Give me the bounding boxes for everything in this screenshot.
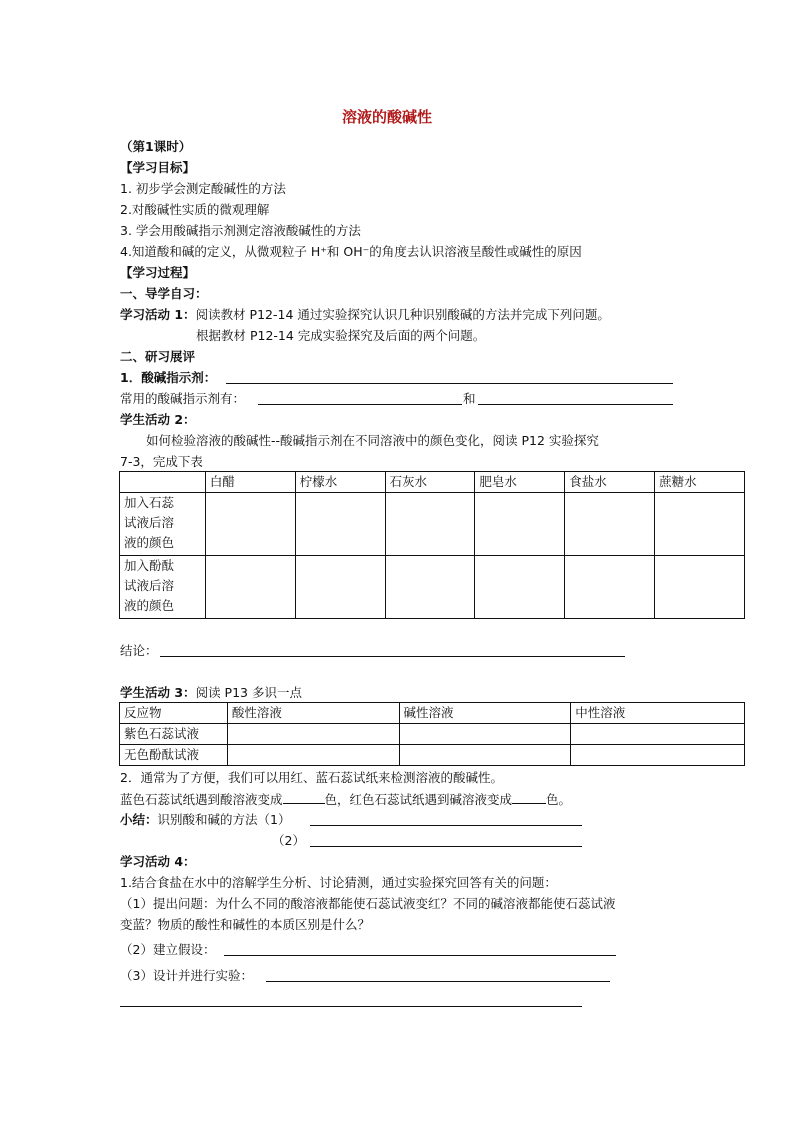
answer-cell[interactable] bbox=[571, 724, 745, 745]
table-header-cell: 碱性溶液 bbox=[399, 703, 571, 724]
table-header-cell: 酸性溶液 bbox=[227, 703, 399, 724]
answer-cell[interactable] bbox=[295, 556, 385, 619]
answer-cell[interactable] bbox=[205, 556, 295, 619]
common-indicator-blank-1[interactable] bbox=[258, 404, 462, 405]
table-header-cell: 柠檬水 bbox=[295, 472, 385, 493]
row-label-line: 加入石蕊 bbox=[124, 495, 175, 510]
section1-heading: 一、导学自习： bbox=[120, 286, 208, 301]
table-header-cell: 白醋 bbox=[205, 472, 295, 493]
summary-text: 识别酸和碱的方法（1） bbox=[157, 812, 291, 827]
summary-item2: （2） bbox=[272, 833, 305, 848]
objective-item: 2.对酸碱性实质的微观理解 bbox=[120, 202, 270, 217]
summary-blank-1[interactable] bbox=[310, 825, 582, 826]
activity3-text: 阅读 P13 多识一点 bbox=[195, 685, 302, 700]
row-label: 紫色石蕊试液 bbox=[120, 724, 228, 745]
answer-cell[interactable] bbox=[227, 724, 399, 745]
experiment-blank-2[interactable] bbox=[120, 1006, 582, 1007]
objectives-heading: 【学习目标】 bbox=[120, 160, 196, 175]
table-header-cell: 反应物 bbox=[120, 703, 228, 724]
summary-blank-2[interactable] bbox=[310, 846, 582, 847]
table-header-cell: 肥皂水 bbox=[475, 472, 565, 493]
row-label-line: 试液后溶 bbox=[124, 515, 175, 530]
answer-cell[interactable] bbox=[571, 745, 745, 766]
and-word: 和 bbox=[463, 391, 476, 406]
hypothesis-blank[interactable] bbox=[224, 955, 616, 956]
activity2-label: 学生活动 2： bbox=[120, 412, 196, 427]
indicator-blank[interactable] bbox=[226, 383, 673, 384]
objective-item: 3. 学会用酸碱指示剂测定溶液酸碱性的方法 bbox=[120, 223, 361, 238]
page-title: 溶液的酸碱性 bbox=[342, 108, 433, 126]
common-indicator-blank-2[interactable] bbox=[478, 404, 673, 405]
conclusion-blank[interactable] bbox=[160, 656, 625, 657]
table-header-cell: 食盐水 bbox=[565, 472, 655, 493]
note-part: 色，红色石蕊试纸遇到碱溶液变成 bbox=[324, 792, 513, 807]
blank-base-color[interactable] bbox=[512, 790, 546, 804]
activity2-text: 如何检验溶液的酸碱性--酸碱指示剂在不同溶液中的颜色变化，阅读 P12 实验探究 bbox=[146, 433, 599, 448]
activity3-label: 学生活动 3： bbox=[120, 685, 196, 700]
section2-heading: 二、研习展评 bbox=[120, 349, 196, 364]
objective-item: 4.知道酸和碱的定义，从微观粒子 H⁺和 OH⁻的角度去认识溶液呈酸性或碱性的原因 bbox=[120, 244, 582, 259]
table-header-cell bbox=[120, 472, 206, 493]
process-heading: 【学习过程】 bbox=[120, 265, 196, 280]
blank-acid-color[interactable] bbox=[283, 790, 325, 804]
experiment-blank[interactable] bbox=[266, 981, 610, 982]
activity1-label: 学习活动 1： bbox=[120, 307, 196, 322]
reaction-table bbox=[119, 702, 745, 766]
answer-cell[interactable] bbox=[565, 556, 655, 619]
activity1-line2: 根据教材 P12-14 完成实验探究及后面的两个问题。 bbox=[196, 328, 486, 343]
answer-cell[interactable] bbox=[475, 493, 565, 556]
row-label-line: 试液后溶 bbox=[124, 578, 175, 593]
objective-item: 1. 初步学会测定酸碱性的方法 bbox=[120, 181, 286, 196]
row-label-litmus bbox=[120, 493, 206, 556]
answer-cell[interactable] bbox=[655, 493, 745, 556]
note-litmus-paper: 2．通常为了方便，我们可以用红、蓝石蕊试纸来检测溶液的酸碱性。 bbox=[120, 770, 503, 785]
answer-cell[interactable] bbox=[385, 556, 475, 619]
row-label-line: 加入酚酞 bbox=[124, 558, 175, 573]
table-header-cell: 蔗糖水 bbox=[655, 472, 745, 493]
answer-cell[interactable] bbox=[565, 493, 655, 556]
answer-cell[interactable] bbox=[227, 745, 399, 766]
note-part: 色。 bbox=[546, 792, 572, 807]
answer-cell[interactable] bbox=[399, 745, 571, 766]
summary-line bbox=[120, 811, 290, 829]
answer-cell[interactable] bbox=[205, 493, 295, 556]
activity2-text-cont: 7-3，完成下表 bbox=[120, 454, 203, 469]
row-label-line: 液的颜色 bbox=[124, 598, 175, 613]
activity4-label: 学习活动 4： bbox=[120, 854, 196, 869]
conclusion-label: 结论： bbox=[120, 643, 158, 658]
row-label-phenolphthalein bbox=[120, 556, 206, 619]
question-3: （3）设计并进行实验： bbox=[120, 968, 253, 983]
activity4-text: 1.结合食盐在水中的溶解学生分析、讨论猜测，通过实验探究回答有关的问题： bbox=[120, 875, 557, 890]
row-label: 无色酚酞试液 bbox=[120, 745, 228, 766]
lesson-label: （第1课时） bbox=[120, 139, 192, 154]
common-indicators-label: 常用的酸碱指示剂有： bbox=[120, 391, 246, 406]
table-header-cell: 中性溶液 bbox=[571, 703, 745, 724]
question-2: （2）建立假设： bbox=[120, 942, 216, 957]
question-1: （1）提出问题：为什么不同的酸溶液都能使石蕊试液变红？不同的碱溶液都能使石蕊试液 bbox=[120, 896, 616, 911]
summary-label: 小结： bbox=[120, 812, 158, 827]
note-litmus-fill bbox=[120, 790, 571, 809]
indicator-label: 1．酸碱指示剂： bbox=[120, 370, 217, 385]
answer-cell[interactable] bbox=[399, 724, 571, 745]
note-part: 蓝色石蕊试纸遇到酸溶液变成 bbox=[120, 792, 283, 807]
row-label-line: 液的颜色 bbox=[124, 535, 175, 550]
answer-cell[interactable] bbox=[655, 556, 745, 619]
activity1-line bbox=[120, 306, 610, 324]
answer-cell[interactable] bbox=[295, 493, 385, 556]
answer-cell[interactable] bbox=[385, 493, 475, 556]
activity3-line bbox=[120, 684, 302, 702]
answer-cell[interactable] bbox=[475, 556, 565, 619]
question-1-cont: 变蓝？物质的酸性和碱性的本质区别是什么？ bbox=[120, 917, 371, 932]
activity1-text: 阅读教材 P12-14 通过实验探究认识几种识别酸碱的方法并完成下列问题。 bbox=[195, 307, 610, 322]
table-header-cell: 石灰水 bbox=[385, 472, 475, 493]
indicator-color-table bbox=[119, 471, 745, 619]
